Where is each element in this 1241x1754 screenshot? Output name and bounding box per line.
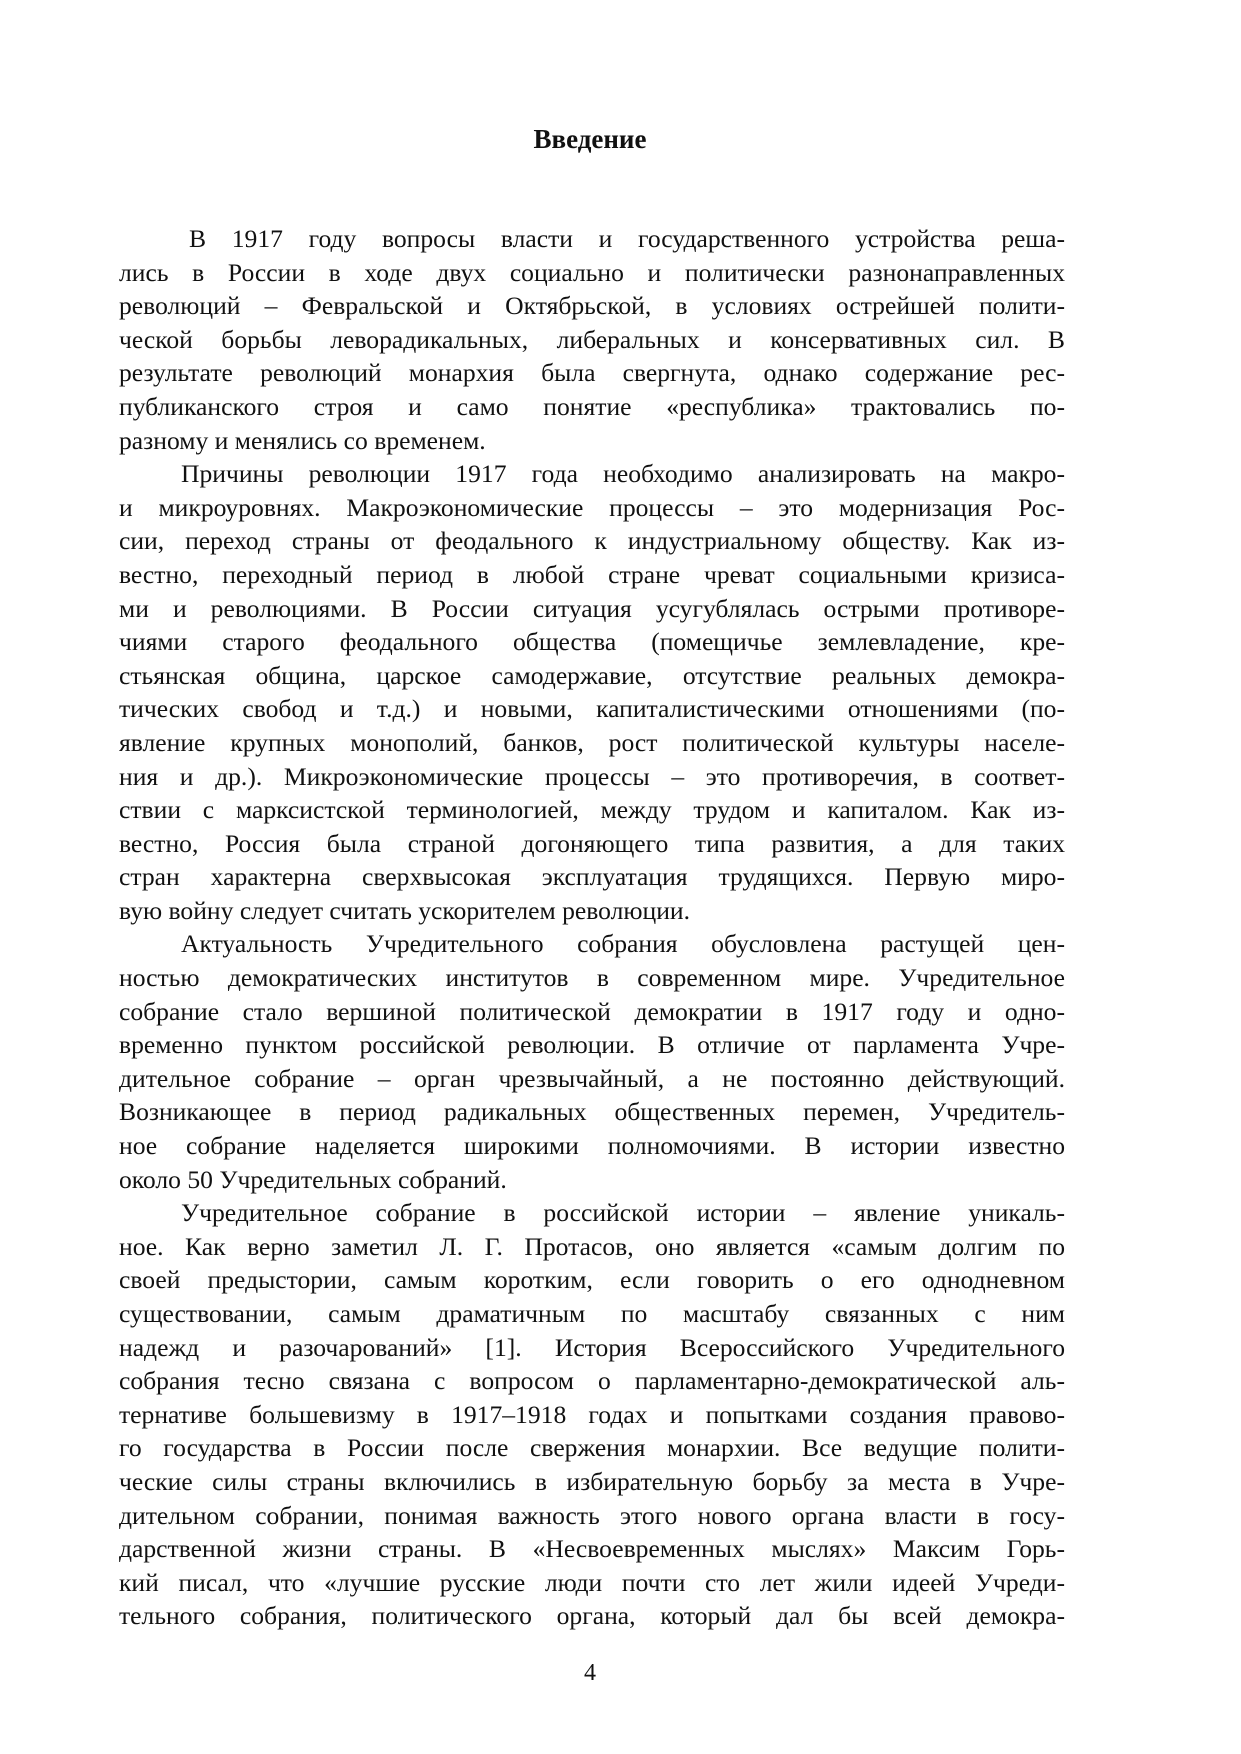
text-line: чиями старого феодального общества (помещичье землевладение, кре- bbox=[119, 627, 1065, 657]
text-line: собрания тесно связана с вопросом о парламентарно-демократической аль- bbox=[119, 1366, 1065, 1396]
text-line: тельного собрания, политического органа, который дал бы всей демокра- bbox=[119, 1601, 1065, 1631]
text-line: результате революций монархия была свергнута, однако содержание рес- bbox=[119, 358, 1065, 388]
text-line: вестно, Россия была страной догоняющего типа развития, а для таких bbox=[119, 828, 1065, 858]
text-line: революций – Февральской и Октябрьской, в условиях острейшей полити- bbox=[119, 291, 1065, 321]
text-line: Актуальность Учредительного собрания обусловлена растущей цен- bbox=[181, 929, 1065, 959]
text-line: ния и др.). Микроэкономические процессы – это противоречия, в соответ- bbox=[119, 761, 1065, 791]
text-line: собрание стало вершиной политической демократии в 1917 году и одно- bbox=[119, 996, 1065, 1026]
text-line: стран характерна сверхвысокая эксплуатация трудящихся. Первую миро- bbox=[119, 862, 1065, 892]
text-line: ствии с марксистской терминологией, между трудом и капиталом. Как из- bbox=[119, 795, 1065, 825]
text-line: своей предыстории, самым коротким, если говорить о его однодневном bbox=[119, 1265, 1065, 1295]
text-line: го государства в России после свержения монархии. Все ведущие полити- bbox=[119, 1433, 1065, 1463]
text-line: надежд и разочарований» [1]. История Всероссийского Учредительного bbox=[119, 1332, 1065, 1362]
text-line: кий писал, что «лучшие русские люди почти сто лет жили идеей Учреди- bbox=[119, 1567, 1065, 1597]
section-heading: Введение bbox=[533, 124, 647, 154]
text-line: существовании, самым драматичным по масштабу связанных с ним bbox=[119, 1299, 1065, 1328]
text-line: дарственной жизни страны. В «Несвоевременных мыслях» Максим Горь- bbox=[119, 1534, 1065, 1564]
text-line: публиканского строя и само понятие «республика» трактовались по- bbox=[119, 391, 1065, 421]
text-line: разному и менялись со временем. bbox=[119, 425, 486, 455]
text-line: вую войну следует считать ускорителем революции. bbox=[119, 895, 691, 925]
text-line: явление крупных монополий, банков, рост политической культуры населе- bbox=[119, 727, 1065, 757]
text-line: временно пунктом российской революции. В отличие от парламента Учре- bbox=[119, 1030, 1065, 1060]
text-line: дительном собрании, понимая важность этого нового органа власти в госу- bbox=[119, 1500, 1065, 1530]
text-line: ческие силы страны включились в избирательную борьбу за места в Учре- bbox=[119, 1466, 1065, 1496]
text-line: ное собрание наделяется широкими полномочиями. В истории известно bbox=[119, 1131, 1065, 1161]
text-line: около 50 Учредительных собраний. bbox=[119, 1164, 507, 1194]
text-line: тернативе большевизму в 1917–1918 годах и попытками создания правово- bbox=[119, 1399, 1065, 1429]
text-line: В 1917 году вопросы власти и государственного устройства реша- bbox=[189, 224, 1065, 253]
text-line: ми и революциями. В России ситуация усугублялась острыми противоре- bbox=[119, 593, 1065, 623]
text-line: ческой борьбы леворадикальных, либеральных и консервативных сил. В bbox=[119, 324, 1065, 354]
text-line: и микроуровнях. Макроэкономические процессы – это модернизация Рос- bbox=[119, 492, 1065, 522]
body-text bbox=[119, 222, 1065, 1633]
text-line: Возникающее в период радикальных общественных перемен, Учредитель- bbox=[119, 1097, 1065, 1127]
text-line: дительное собрание – орган чрезвычайный, а не постоянно действующий. bbox=[119, 1063, 1065, 1093]
text-line: лись в России в ходе двух социально и политически разнонаправленных bbox=[119, 257, 1065, 287]
text-line: тических свобод и т.д.) и новыми, капиталистическими отношениями (по- bbox=[119, 694, 1065, 724]
text-line: сии, переход страны от феодального к индустриальному обществу. Как из- bbox=[119, 526, 1065, 556]
text-line: ное. Как верно заметил Л. Г. Протасов, оно является «самым долгим по bbox=[119, 1231, 1065, 1261]
page-number: 4 bbox=[584, 1660, 596, 1686]
text-line: Причины революции 1917 года необходимо анализировать на макро- bbox=[181, 459, 1065, 489]
text-line: Учредительное собрание в российской истории – явление уникаль- bbox=[181, 1198, 1065, 1228]
text-line: стьянская община, царское самодержавие, отсутствие реальных демокра- bbox=[119, 660, 1065, 690]
text-line: вестно, переходный период в любой стране чреват социальными кризиса- bbox=[119, 559, 1065, 589]
text-line: ностью демократических институтов в современном мире. Учредительное bbox=[119, 963, 1065, 993]
